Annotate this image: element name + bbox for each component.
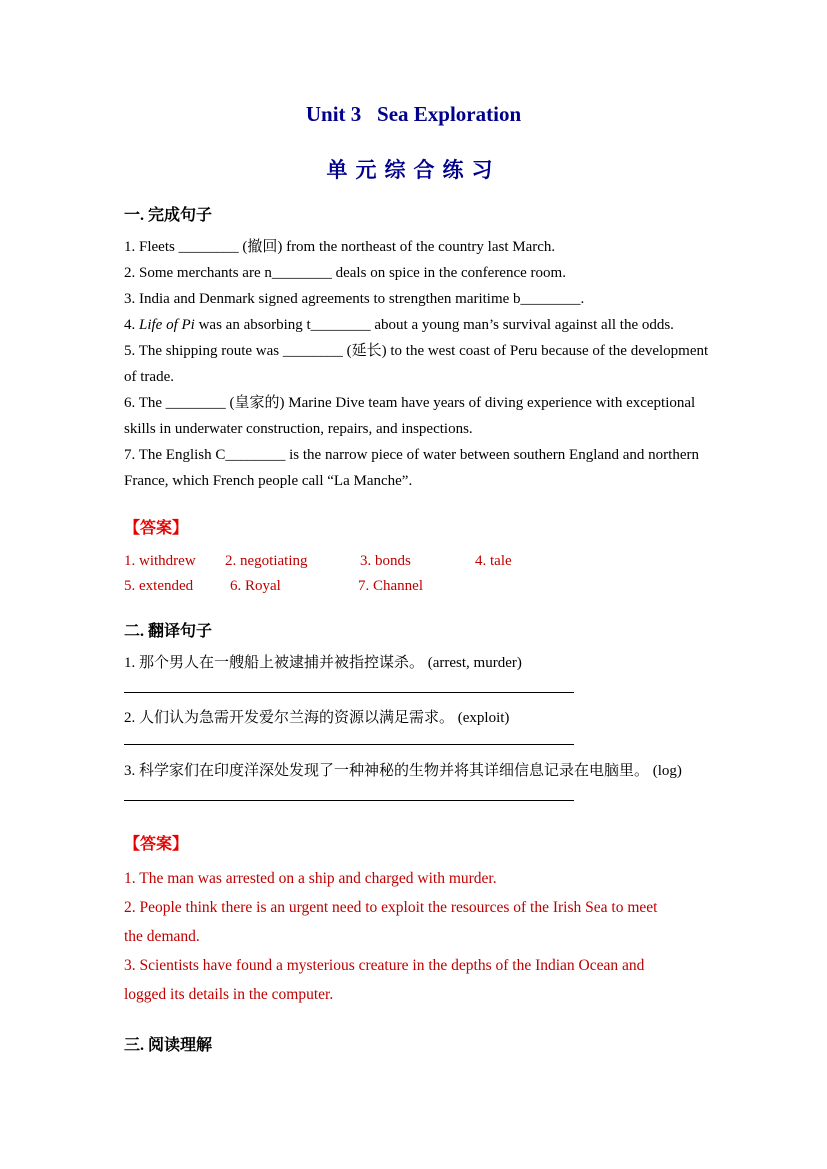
section-one-heading: 一. 完成句子	[124, 207, 213, 224]
answers-one-list	[124, 549, 727, 599]
answer-blank-line-1	[124, 692, 574, 693]
answer-item-4: 4. tale	[475, 553, 512, 569]
answer-item-2: 2. negotiating	[225, 553, 308, 569]
answer-item-3: 3. bonds	[360, 553, 411, 569]
exercise-item-1: 1. Fleets ________ (撤回) from the northeast of the country last March.	[124, 239, 556, 255]
translation-item-1: 1. 那个男人在一艘船上被逮捕并被指控谋杀。 (arrest, murder)	[124, 655, 522, 671]
page-subtitle: 单元综合练习	[326, 158, 501, 182]
translation-item-3: 3. 科学家们在印度洋深处发现了一种神秘的生物并将其详细信息记录在电脑里。 (log)	[124, 763, 682, 779]
exercise-item-4-book-title: Life of Pi	[139, 317, 195, 333]
exercise-item-7-line-1: 7. The English C________ is the narrow piece of water between southern England and northern	[124, 447, 699, 463]
answers-one-row-2	[124, 574, 727, 599]
section-one-exercises	[124, 234, 727, 494]
answer-item-6: 6. Royal	[230, 578, 281, 594]
answer-sentence-1: 1. The man was arrested on a ship and charged with murder.	[124, 870, 497, 887]
answer-sentence-2-line-2: the demand.	[124, 928, 200, 945]
exercise-item-3: 3. India and Denmark signed agreements to strengthen maritime b________.	[124, 291, 585, 307]
answers-two-heading: 【答案】	[124, 836, 189, 853]
section-two-exercises	[124, 653, 727, 801]
exercise-item-6-line-2: skills in underwater construction, repairs, and inspections.	[124, 421, 473, 437]
translation-item-2: 2. 人们认为急需开发爱尔兰海的资源以满足需求。 (exploit)	[124, 710, 510, 726]
document-body	[124, 207, 727, 1055]
exercise-item-2: 2. Some merchants are n________ deals on spice in the conference room.	[124, 265, 566, 281]
answer-sentence-3-line-1: 3. Scientists have found a mysterious creature in the depths of the Indian Ocean and	[124, 957, 645, 974]
exercise-item-4	[124, 312, 727, 338]
answer-blank-line-2	[124, 744, 574, 745]
exercise-item-7-line-2: France, which French people call “La Manche”.	[124, 473, 413, 489]
exercise-item-4-text: was an absorbing t________ about a young man’s survival against all the odds.	[194, 317, 674, 333]
answer-item-7: 7. Channel	[358, 578, 423, 594]
section-two-heading: 二. 翻译句子	[124, 623, 213, 640]
answer-item-5: 5. extended	[124, 578, 194, 594]
answer-sentence-2-line-1: 2. People think there is an urgent need to exploit the resources of the Irish Sea to meet	[124, 899, 658, 916]
exercise-item-6-line-1: 6. The ________ (皇家的) Marine Dive team have years of diving experience with exceptional	[124, 395, 696, 411]
exercise-item-5-line-2: of trade.	[124, 369, 174, 385]
answer-item-1: 1. withdrew	[124, 553, 196, 569]
page-title: Unit 3 Sea Exploration	[305, 102, 522, 126]
answer-blank-line-3	[124, 800, 574, 801]
answers-two-list	[124, 864, 727, 1009]
exercise-item-4-number: 4.	[124, 317, 139, 333]
answers-one-row-1	[124, 549, 727, 574]
exercise-item-5-line-1: 5. The shipping route was ________ (延长) to the west coast of Peru because of the development	[124, 343, 709, 359]
answers-one-heading: 【答案】	[124, 520, 189, 537]
section-three-heading: 三. 阅读理解	[124, 1037, 213, 1054]
answer-sentence-3-line-2: logged its details in the computer.	[124, 986, 334, 1003]
